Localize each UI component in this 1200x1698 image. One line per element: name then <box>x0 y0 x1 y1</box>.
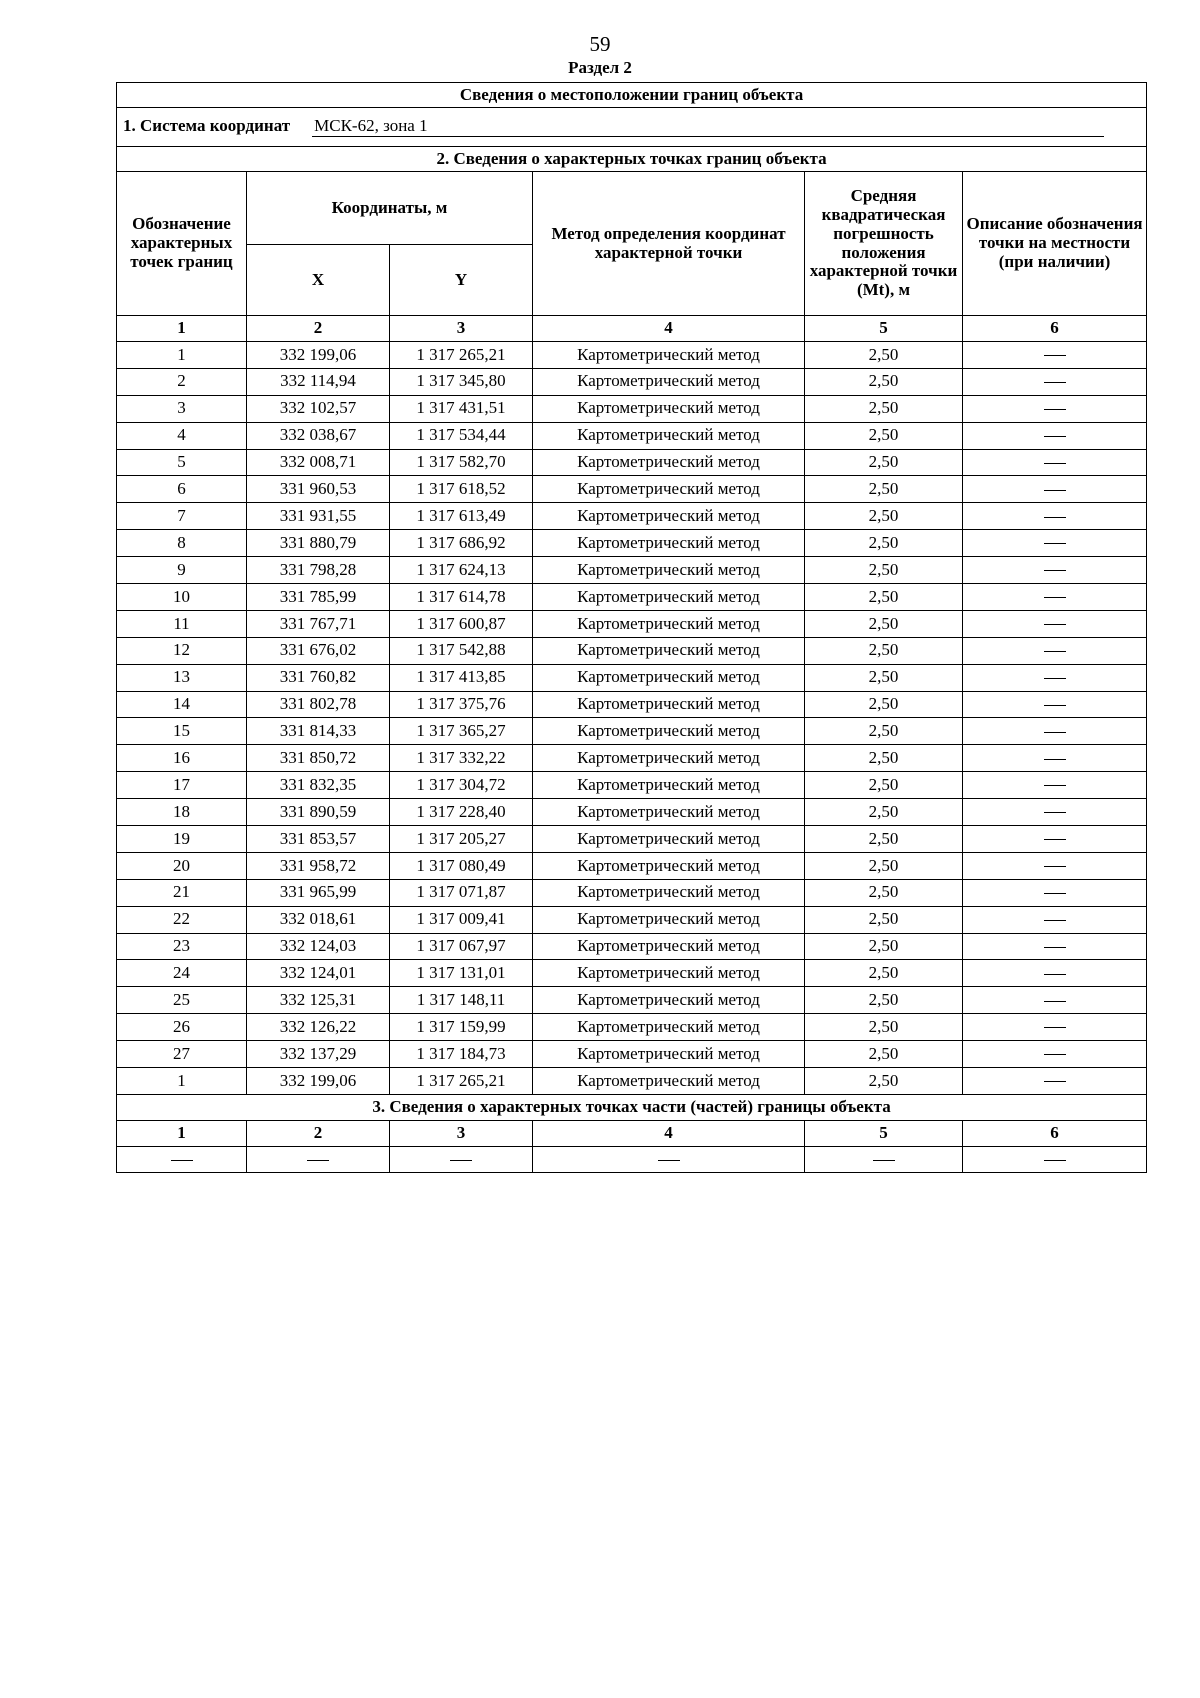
cell-y: 1 317 624,13 <box>390 557 533 584</box>
cell-mt: 2,50 <box>805 906 963 933</box>
cell-mt: 2,50 <box>805 1068 963 1095</box>
cell-method: Картометрический метод <box>533 664 805 691</box>
cell-mt: 2,50 <box>805 987 963 1014</box>
cell-y: 1 317 080,49 <box>390 852 533 879</box>
cell-description <box>963 449 1147 476</box>
coordinate-system-label: 1. Система координат <box>123 116 291 136</box>
cell-method: Картометрический метод <box>533 933 805 960</box>
table-row <box>117 449 1147 476</box>
cell-mt: 2,50 <box>805 826 963 853</box>
cell-point: 2 <box>117 368 247 395</box>
cell-mt: 2,50 <box>805 718 963 745</box>
cell-description <box>963 691 1147 718</box>
table-row <box>117 799 1147 826</box>
cell-point: 26 <box>117 1014 247 1041</box>
section-title: Раздел 2 <box>568 58 632 77</box>
cell-description <box>963 342 1147 369</box>
dash-mark <box>171 1160 193 1161</box>
dash-mark <box>1044 947 1066 948</box>
table-row <box>117 503 1147 530</box>
cell-method: Картометрический метод <box>533 610 805 637</box>
table-row <box>117 879 1147 906</box>
cell-description <box>963 772 1147 799</box>
cell-point: 4 <box>117 422 247 449</box>
cell-x: 331 760,82 <box>247 664 390 691</box>
dash-mark <box>873 1160 895 1161</box>
table-row <box>117 1014 1147 1041</box>
cell-x: 331 785,99 <box>247 584 390 611</box>
table-row <box>117 718 1147 745</box>
cell-method: Картометрический метод <box>533 852 805 879</box>
dash-mark <box>1044 463 1066 464</box>
column-number: 2 <box>247 316 390 342</box>
cell-y: 1 317 184,73 <box>390 1041 533 1068</box>
cell-mt: 2,50 <box>805 799 963 826</box>
cell-mt: 2,50 <box>805 745 963 772</box>
table-row <box>117 826 1147 853</box>
cell-point: 1 <box>117 342 247 369</box>
coordinate-system-value: МСК-62, зона 1 <box>312 117 1104 137</box>
dash-mark <box>1044 974 1066 975</box>
cell-point: 5 <box>117 449 247 476</box>
parts-empty-row <box>117 1146 1147 1172</box>
cell-method: Картометрический метод <box>533 745 805 772</box>
cell-x: 332 038,67 <box>247 422 390 449</box>
table-row <box>117 530 1147 557</box>
dash-mark <box>1044 866 1066 867</box>
cell-y: 1 317 205,27 <box>390 826 533 853</box>
cell-mt: 2,50 <box>805 584 963 611</box>
column-number: 3 <box>390 1120 533 1146</box>
cell-description <box>963 664 1147 691</box>
cell-description <box>963 503 1147 530</box>
cell-x: 332 199,06 <box>247 1068 390 1095</box>
cell-description <box>963 395 1147 422</box>
header-point-designation: Обозначение характерных точек границ <box>117 172 247 316</box>
cell-mt: 2,50 <box>805 395 963 422</box>
table-row <box>117 557 1147 584</box>
cell-mt: 2,50 <box>805 637 963 664</box>
table-row <box>117 584 1147 611</box>
column-number: 2 <box>247 1120 390 1146</box>
column-number: 1 <box>117 1120 247 1146</box>
cell-y: 1 317 228,40 <box>390 799 533 826</box>
dash-mark <box>1044 893 1066 894</box>
table-row <box>117 422 1147 449</box>
cell-mt: 2,50 <box>805 933 963 960</box>
cell-point: 14 <box>117 691 247 718</box>
cell-y: 1 317 600,87 <box>390 610 533 637</box>
cell-y: 1 317 265,21 <box>390 342 533 369</box>
column-numbers-row <box>117 316 1147 342</box>
cell-description <box>963 1068 1147 1095</box>
cell-x: 331 802,78 <box>247 691 390 718</box>
dash-mark <box>1044 678 1066 679</box>
dash-mark <box>1044 355 1066 356</box>
cell-method: Картометрический метод <box>533 987 805 1014</box>
cell-x: 332 124,03 <box>247 933 390 960</box>
dash-mark <box>1044 1001 1066 1002</box>
cell-x: 331 890,59 <box>247 799 390 826</box>
cell-method: Картометрический метод <box>533 449 805 476</box>
header-y: Y <box>390 245 533 316</box>
cell-x: 332 018,61 <box>247 906 390 933</box>
cell-y: 1 317 582,70 <box>390 449 533 476</box>
cell-point: 13 <box>117 664 247 691</box>
column-number: 4 <box>533 316 805 342</box>
cell-y: 1 317 542,88 <box>390 637 533 664</box>
cell-y: 1 317 365,27 <box>390 718 533 745</box>
cell-x: 332 114,94 <box>247 368 390 395</box>
dash-mark <box>450 1160 472 1161</box>
cell-point: 21 <box>117 879 247 906</box>
cell-description <box>963 879 1147 906</box>
cell-description <box>963 530 1147 557</box>
cell-description <box>963 745 1147 772</box>
dash-mark <box>1044 543 1066 544</box>
cell-y: 1 317 131,01 <box>390 960 533 987</box>
cell-y: 1 317 265,21 <box>390 1068 533 1095</box>
cell-description <box>963 960 1147 987</box>
dash-mark <box>307 1160 329 1161</box>
points-section-title: 2. Сведения о характерных точках границ объекта <box>117 147 1147 172</box>
table-row <box>117 637 1147 664</box>
dash-mark <box>1044 812 1066 813</box>
dash-mark <box>1044 1054 1066 1055</box>
cell-point: 25 <box>117 987 247 1014</box>
cell-y: 1 317 534,44 <box>390 422 533 449</box>
cell-method: Картометрический метод <box>533 637 805 664</box>
cell-method: Картометрический метод <box>533 422 805 449</box>
table-row <box>117 772 1147 799</box>
cell-description <box>963 718 1147 745</box>
dash-mark <box>1044 624 1066 625</box>
cell-x: 331 798,28 <box>247 557 390 584</box>
cell-y: 1 317 618,52 <box>390 476 533 503</box>
dash-mark <box>1044 517 1066 518</box>
cell-x: 332 137,29 <box>247 1041 390 1068</box>
cell-empty <box>117 1146 247 1172</box>
cell-x: 331 880,79 <box>247 530 390 557</box>
dash-mark <box>1044 1081 1066 1082</box>
cell-x: 331 850,72 <box>247 745 390 772</box>
cell-empty <box>390 1146 533 1172</box>
dash-mark <box>1044 651 1066 652</box>
cell-point: 27 <box>117 1041 247 1068</box>
cell-point: 23 <box>117 933 247 960</box>
cell-y: 1 317 614,78 <box>390 584 533 611</box>
header-method: Метод определения координат характерной точки <box>533 172 805 316</box>
cell-description <box>963 799 1147 826</box>
cell-description <box>963 1041 1147 1068</box>
cell-x: 332 126,22 <box>247 1014 390 1041</box>
table-row <box>117 476 1147 503</box>
cell-description <box>963 933 1147 960</box>
dash-mark <box>1044 490 1066 491</box>
cell-method: Картометрический метод <box>533 557 805 584</box>
cell-x: 331 958,72 <box>247 852 390 879</box>
column-number: 1 <box>117 316 247 342</box>
cell-method: Картометрический метод <box>533 530 805 557</box>
coordinate-system-row <box>117 108 1147 147</box>
cell-y: 1 317 304,72 <box>390 772 533 799</box>
cell-mt: 2,50 <box>805 852 963 879</box>
cell-point: 7 <box>117 503 247 530</box>
cell-mt: 2,50 <box>805 449 963 476</box>
dash-mark <box>1044 1160 1066 1161</box>
table-row <box>117 987 1147 1014</box>
dash-mark <box>1044 597 1066 598</box>
cell-method: Картометрический метод <box>533 368 805 395</box>
cell-mt: 2,50 <box>805 879 963 906</box>
parts-section-title: 3. Сведения о характерных точках части (частей) границы объекта <box>117 1094 1147 1120</box>
cell-method: Картометрический метод <box>533 879 805 906</box>
cell-description <box>963 1014 1147 1041</box>
cell-empty <box>533 1146 805 1172</box>
cell-point: 10 <box>117 584 247 611</box>
cell-mt: 2,50 <box>805 1014 963 1041</box>
cell-description <box>963 476 1147 503</box>
cell-point: 15 <box>117 718 247 745</box>
cell-description <box>963 852 1147 879</box>
column-number: 4 <box>533 1120 805 1146</box>
cell-method: Картометрический метод <box>533 395 805 422</box>
table-row <box>117 933 1147 960</box>
cell-method: Картометрический метод <box>533 503 805 530</box>
column-number: 5 <box>805 1120 963 1146</box>
cell-point: 6 <box>117 476 247 503</box>
dash-mark <box>658 1160 680 1161</box>
cell-y: 1 317 148,11 <box>390 987 533 1014</box>
dash-mark <box>1044 436 1066 437</box>
cell-method: Картометрический метод <box>533 1014 805 1041</box>
table-row <box>117 395 1147 422</box>
table-row <box>117 368 1147 395</box>
parts-column-numbers-row <box>117 1120 1147 1146</box>
cell-description <box>963 637 1147 664</box>
cell-y: 1 317 009,41 <box>390 906 533 933</box>
cell-method: Картометрический метод <box>533 772 805 799</box>
cell-point: 1 <box>117 1068 247 1095</box>
table-row <box>117 691 1147 718</box>
cell-x: 332 124,01 <box>247 960 390 987</box>
header-coordinates: Координаты, м <box>247 172 533 245</box>
cell-point: 19 <box>117 826 247 853</box>
cell-point: 22 <box>117 906 247 933</box>
cell-x: 331 814,33 <box>247 718 390 745</box>
dash-mark <box>1044 759 1066 760</box>
header-x: X <box>247 245 390 316</box>
cell-description <box>963 368 1147 395</box>
cell-mt: 2,50 <box>805 664 963 691</box>
cell-x: 331 676,02 <box>247 637 390 664</box>
dash-mark <box>1044 732 1066 733</box>
cell-point: 11 <box>117 610 247 637</box>
cell-mt: 2,50 <box>805 368 963 395</box>
cell-mt: 2,50 <box>805 476 963 503</box>
cell-point: 17 <box>117 772 247 799</box>
column-number: 6 <box>963 1120 1147 1146</box>
cell-method: Картометрический метод <box>533 691 805 718</box>
cell-point: 16 <box>117 745 247 772</box>
table-row <box>117 1068 1147 1095</box>
dash-mark <box>1044 705 1066 706</box>
cell-mt: 2,50 <box>805 772 963 799</box>
cell-mt: 2,50 <box>805 503 963 530</box>
cell-empty <box>247 1146 390 1172</box>
cell-description <box>963 906 1147 933</box>
cell-mt: 2,50 <box>805 342 963 369</box>
cell-x: 331 931,55 <box>247 503 390 530</box>
cell-y: 1 317 375,76 <box>390 691 533 718</box>
cell-method: Картометрический метод <box>533 342 805 369</box>
cell-mt: 2,50 <box>805 1041 963 1068</box>
cell-mt: 2,50 <box>805 610 963 637</box>
cell-x: 331 832,35 <box>247 772 390 799</box>
cell-method: Картометрический метод <box>533 584 805 611</box>
cell-point: 8 <box>117 530 247 557</box>
cell-x: 332 199,06 <box>247 342 390 369</box>
cell-mt: 2,50 <box>805 530 963 557</box>
cell-description <box>963 826 1147 853</box>
dash-mark <box>1044 382 1066 383</box>
page-number: 59 <box>589 32 611 56</box>
cell-method: Картометрический метод <box>533 1068 805 1095</box>
cell-method: Картометрический метод <box>533 476 805 503</box>
cell-y: 1 317 613,49 <box>390 503 533 530</box>
table-row <box>117 1041 1147 1068</box>
cell-x: 331 960,53 <box>247 476 390 503</box>
cell-mt: 2,50 <box>805 422 963 449</box>
cell-point: 20 <box>117 852 247 879</box>
cell-empty <box>963 1146 1147 1172</box>
cell-y: 1 317 332,22 <box>390 745 533 772</box>
cell-method: Картометрический метод <box>533 799 805 826</box>
cell-mt: 2,50 <box>805 960 963 987</box>
column-number: 6 <box>963 316 1147 342</box>
table-row <box>117 852 1147 879</box>
cell-y: 1 317 071,87 <box>390 879 533 906</box>
cell-description <box>963 610 1147 637</box>
cell-y: 1 317 431,51 <box>390 395 533 422</box>
cell-point: 24 <box>117 960 247 987</box>
dash-mark <box>1044 839 1066 840</box>
cell-method: Картометрический метод <box>533 718 805 745</box>
dash-mark <box>1044 920 1066 921</box>
cell-y: 1 317 345,80 <box>390 368 533 395</box>
cell-description <box>963 987 1147 1014</box>
cell-description <box>963 584 1147 611</box>
cell-x: 331 853,57 <box>247 826 390 853</box>
cell-x: 332 102,57 <box>247 395 390 422</box>
dash-mark <box>1044 1027 1066 1028</box>
cell-description <box>963 557 1147 584</box>
column-number: 5 <box>805 316 963 342</box>
cell-mt: 2,50 <box>805 557 963 584</box>
cell-method: Картометрический метод <box>533 1041 805 1068</box>
table-row <box>117 960 1147 987</box>
table-row <box>117 610 1147 637</box>
cell-empty <box>805 1146 963 1172</box>
table-row <box>117 906 1147 933</box>
table-row <box>117 342 1147 369</box>
cell-method: Картометрический метод <box>533 906 805 933</box>
table-title: Сведения о местоположении границ объекта <box>117 83 1147 108</box>
cell-point: 18 <box>117 799 247 826</box>
cell-y: 1 317 413,85 <box>390 664 533 691</box>
cell-method: Картометрический метод <box>533 960 805 987</box>
dash-mark <box>1044 409 1066 410</box>
dash-mark <box>1044 785 1066 786</box>
header-error: Средняя квадратическая погрешность положения характерной точки (Mt), м <box>805 172 963 316</box>
cell-y: 1 317 067,97 <box>390 933 533 960</box>
dash-mark <box>1044 570 1066 571</box>
boundary-table <box>116 82 1147 1173</box>
cell-mt: 2,50 <box>805 691 963 718</box>
cell-x: 332 008,71 <box>247 449 390 476</box>
column-number: 3 <box>390 316 533 342</box>
cell-method: Картометрический метод <box>533 826 805 853</box>
cell-y: 1 317 159,99 <box>390 1014 533 1041</box>
cell-point: 3 <box>117 395 247 422</box>
cell-x: 331 767,71 <box>247 610 390 637</box>
table-row <box>117 745 1147 772</box>
cell-point: 12 <box>117 637 247 664</box>
cell-y: 1 317 686,92 <box>390 530 533 557</box>
header-description: Описание обозначения точки на местности (при наличии) <box>963 172 1147 316</box>
table-row <box>117 664 1147 691</box>
cell-x: 332 125,31 <box>247 987 390 1014</box>
cell-point: 9 <box>117 557 247 584</box>
cell-x: 331 965,99 <box>247 879 390 906</box>
cell-description <box>963 422 1147 449</box>
